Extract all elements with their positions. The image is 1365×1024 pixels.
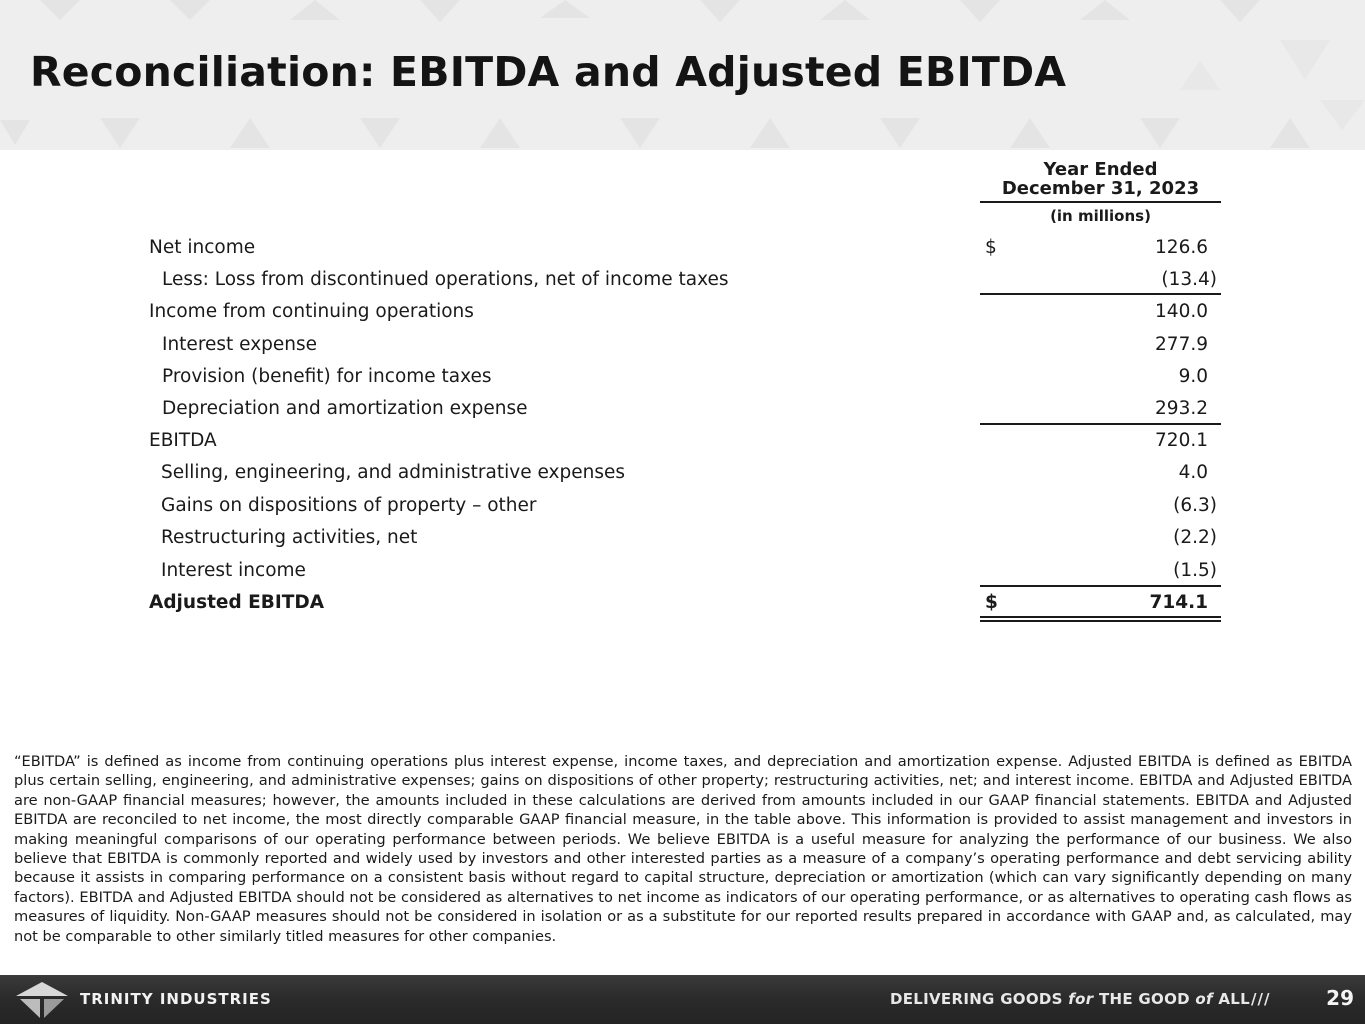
table-row	[0, 554, 1365, 586]
row-label: Interest expense	[162, 334, 318, 355]
footer-bar	[0, 975, 1365, 1024]
table-row	[0, 263, 1365, 295]
currency-symbol: $	[985, 592, 998, 613]
table-row	[0, 231, 1365, 263]
row-label: Selling, engineering, and administrative expenses	[161, 462, 625, 483]
row-value: 126.6	[1155, 237, 1208, 258]
row-value: (13.4)	[1161, 269, 1217, 290]
row-value: (1.5)	[1173, 560, 1217, 581]
tagline-text: THE GOOD	[1093, 990, 1196, 1008]
tagline-italic: for	[1068, 990, 1094, 1008]
table-row	[0, 521, 1365, 553]
brand-name: TRINITY INDUSTRIES	[80, 990, 272, 1008]
row-value: 4.0	[1178, 462, 1208, 483]
row-value: 720.1	[1155, 430, 1208, 451]
row-label: Net income	[149, 237, 256, 258]
tagline	[890, 990, 1250, 1008]
tagline-text: DELIVERING GOODS	[889, 990, 1069, 1008]
double-underline-top	[980, 616, 1221, 618]
row-value: 293.2	[1155, 398, 1208, 419]
page-number: 29	[1326, 986, 1354, 1010]
table-row	[0, 489, 1365, 521]
row-value: 277.9	[1155, 334, 1208, 355]
header-rule	[980, 201, 1221, 203]
row-value: 9.0	[1178, 366, 1208, 387]
row-label: Interest income	[161, 560, 306, 581]
reconciliation-table	[0, 150, 1365, 630]
table-row	[0, 360, 1365, 392]
table-row	[0, 295, 1365, 327]
table-row	[0, 328, 1365, 360]
row-value: 140.0	[1155, 301, 1208, 322]
table-row	[0, 392, 1365, 424]
tagline-italic: of	[1195, 990, 1213, 1008]
trinity-logo-icon	[16, 982, 68, 1018]
tagline-text: ALL	[1212, 990, 1250, 1008]
row-label: EBITDA	[149, 430, 217, 451]
units-label: (in millions)	[1050, 207, 1151, 225]
row-label: Provision (benefit) for income taxes	[162, 366, 492, 387]
currency-symbol: $	[985, 237, 997, 258]
separator: ///	[1251, 990, 1271, 1008]
column-header-year: Year Ended	[1043, 159, 1158, 180]
table-row	[0, 424, 1365, 456]
row-label: Adjusted EBITDA	[149, 592, 325, 613]
row-value: (2.2)	[1173, 527, 1217, 548]
double-underline-bottom	[980, 620, 1221, 622]
column-header-date: December 31, 2023	[1001, 178, 1200, 199]
footnote: “EBITDA” is defined as income from continuing operations plus interest expense, income taxes, and depreciation and amortization expense. Adjusted EBITDA is defined as EBITDA plus certain selling, engineering, and administrative expenses; gains on dispositions of other property; restructuring activities, net; and interest income. EBITDA and Adjusted EBITDA are non-GAAP financial measures; however, the amounts included in these calculations are derived from amounts included in our GAAP financial statements. EBITDA and Adjusted EBITDA are reconciled to net income, the most directly comparable GAAP financial measure, in the table above. This information is provided to assist management and investors in making meaningful comparisons of our operating performance between periods. We believe EBITDA is a useful measure for analyzing the performance of our business. We also believe that EBITDA is commonly reported and widely used by investors and other interested parties as a measure of a company’s operating performance and debt servicing ability because it assists in comparing performance on a consistent basis without regard to capital structure, depreciation or amortization (which can vary significantly depending on many factors). EBITDA and Adjusted EBITDA should not be considered as alternatives to net income as indicators of our operating performance, or as alternatives to operating cash flows as measures of liquidity. Non-GAAP measures should not be considered in isolation or as a substitute for our reported results prepared in accordance with GAAP and, as calculated, may not be comparable to other similarly titled measures for other companies.	[14, 753, 1352, 945]
table-row-total	[0, 586, 1365, 618]
row-label: Depreciation and amortization expense	[162, 398, 528, 419]
table-row	[0, 456, 1365, 488]
row-label: Restructuring activities, net	[161, 527, 418, 548]
header-banner	[0, 0, 1365, 150]
row-label: Gains on dispositions of property – other	[161, 495, 537, 516]
row-value: 714.1	[1149, 592, 1208, 613]
row-value: (6.3)	[1173, 495, 1217, 516]
row-label: Less: Loss from discontinued operations, net of income taxes	[162, 269, 729, 290]
row-label: Income from continuing operations	[149, 301, 474, 322]
page-title: Reconciliation: EBITDA and Adjusted EBITDA	[30, 48, 1067, 96]
